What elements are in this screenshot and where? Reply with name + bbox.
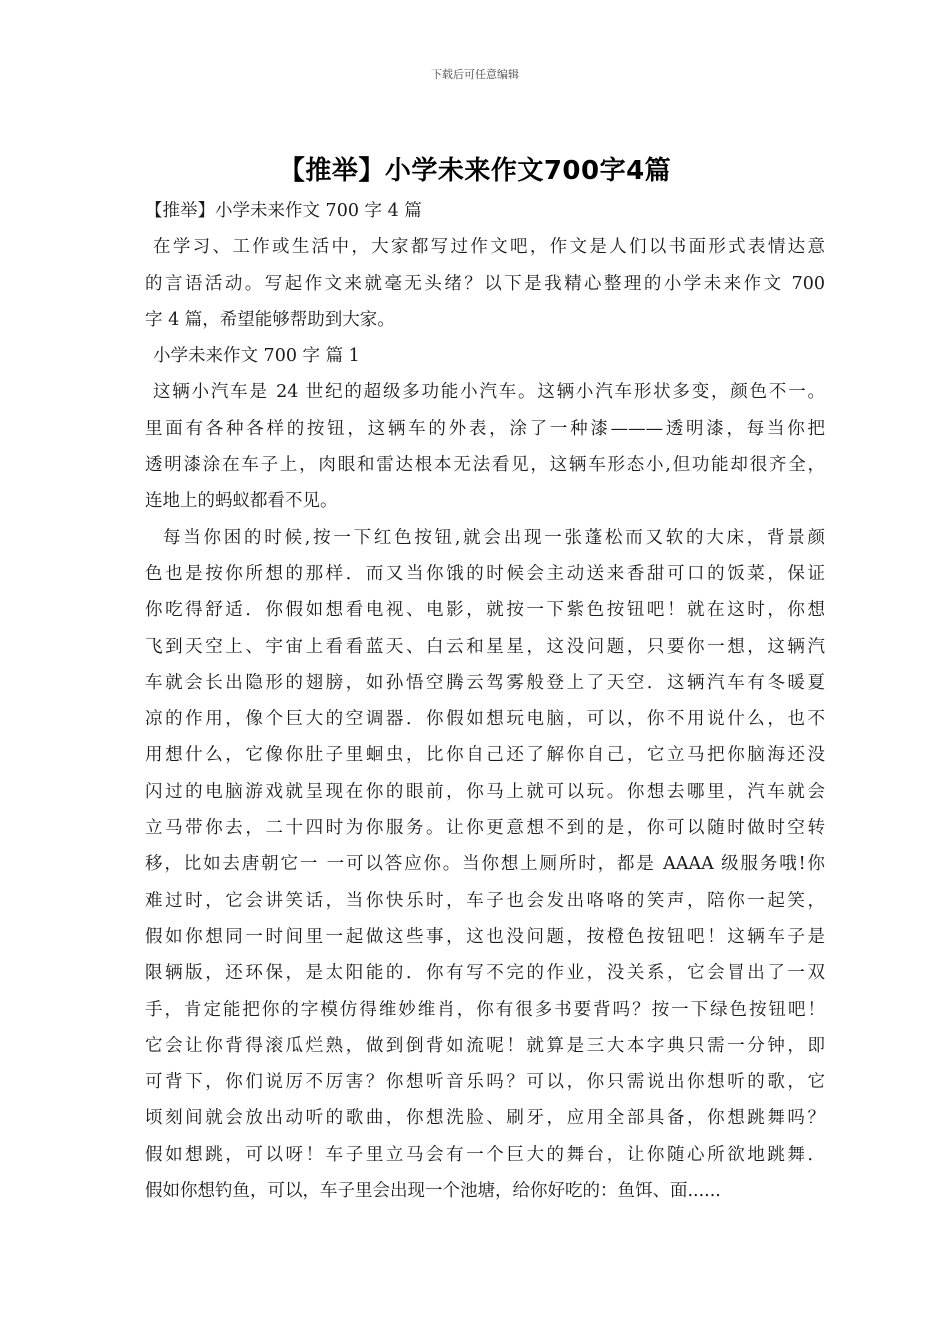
text-line: 它会让你背得滚瓜烂熟，做到倒背如流呢！就算是三大本字典只需一分钟，即 — [145, 1035, 825, 1056]
text-line: 飞到天空上、宇宙上看看蓝天、白云和星星，这没问题，只要你一想，这辆汽 — [145, 636, 825, 657]
text-line: 的言语活动。写起作文来就毫无头绪？以下是我精心整理的小学未来作文 700 — [145, 273, 825, 294]
document-body — [145, 193, 825, 1209]
text-line: 里面有各种各样的按钮，这辆车的外表，涂了一种漆———透明漆，每当你把 — [145, 418, 825, 439]
text-line: 可背下，你们说厉不厉害？你想听音乐吗？可以，你只需说出你想听的歌，它 — [145, 1072, 825, 1093]
text-line: 你吃得舒适．你假如想看电视、电影，就按一下紫色按钮吧！就在这时，你想 — [145, 600, 825, 621]
document-title: 【推举】小学未来作文700字4篇 — [278, 156, 672, 186]
text-line: 假如你想同一时间里一起做这些事，这也没问题，按橙色按钮吧！这辆车子是 — [145, 926, 825, 947]
text-line: 这辆小汽车是 24 世纪的超级多功能小汽车。这辆小汽车形状多变，颜色不一。 — [153, 382, 825, 403]
text-line: 连地上的蚂蚁都看不见。 — [145, 491, 338, 512]
text-line: 色也是按你所想的那样．而又当你饿的时候会主动送来香甜可口的饭菜，保证 — [145, 563, 825, 584]
text-line: 在学习、工作或生活中，大家都写过作文吧，作文是人们以书面形式表情达意 — [153, 237, 825, 258]
text-line: 假如你想钓鱼，可以，车子里会出现一个池塘，给你好吃的：鱼饵、面...... — [145, 1181, 721, 1202]
section-heading: 小学未来作文 700 字 篇 1 — [153, 346, 360, 367]
text-line: 字 4 篇，希望能够帮助到大家。 — [145, 309, 395, 330]
text-line: 凉的作用，像个巨大的空调器．你假如想玩电脑，可以，你不用说什么，也不 — [145, 709, 825, 730]
text-line: 车就会长出隐形的翅膀，如孙悟空腾云驾雾般登上了天空．这辆汽车有冬暖夏 — [145, 672, 825, 693]
text-line: 手，肯定能把你的字模仿得维妙维肖，你有很多书要背吗？按一下绿色按钮吧！ — [145, 999, 825, 1020]
text-line: 闪过的电脑游戏就呈现在你的眼前，你马上就可以玩。你想去哪里，汽车就会 — [145, 781, 825, 802]
text-line: 立马带你去，二十四时为你服务。让你更意想不到的是，你可以随时做时空转 — [145, 818, 825, 839]
page-header-note: 下载后可任意编辑 — [431, 68, 519, 81]
text-line: 每当你困的时候,按一下红色按钮,就会出现一张蓬松而又软的大床，背景颜 — [163, 527, 825, 548]
text-line: 透明漆涂在车子上，肉眼和雷达根本无法看见，这辆车形态小,但功能却很齐全， — [145, 455, 825, 476]
subtitle-line: 【推举】小学未来作文 700 字 4 篇 — [145, 201, 422, 221]
text-line: 限辆版，还环保，是太阳能的．你有写不完的作业，没关系，它会冒出了一双 — [145, 963, 825, 984]
text-line: 顷刻间就会放出动听的歌曲，你想洗脸、刷牙，应用全部具备，你想跳舞吗？ — [145, 1108, 825, 1129]
text-line: 假如想跳，可以呀！车子里立马会有一个巨大的舞台，让你随心所欲地跳舞． — [145, 1144, 825, 1165]
text-line: 移，比如去唐朝它一 一可以答应你。当你想上厕所时，都是 AAAA 级服务哦!你 — [145, 854, 825, 875]
text-line: 用想什么，它像你肚子里蛔虫，比你自己还了解你自己，它立马把你脑海还没 — [145, 745, 825, 766]
text-line: 难过时，它会讲笑话，当你快乐时，车子也会发出咯咯的笑声，陪你一起笑， — [145, 890, 825, 911]
